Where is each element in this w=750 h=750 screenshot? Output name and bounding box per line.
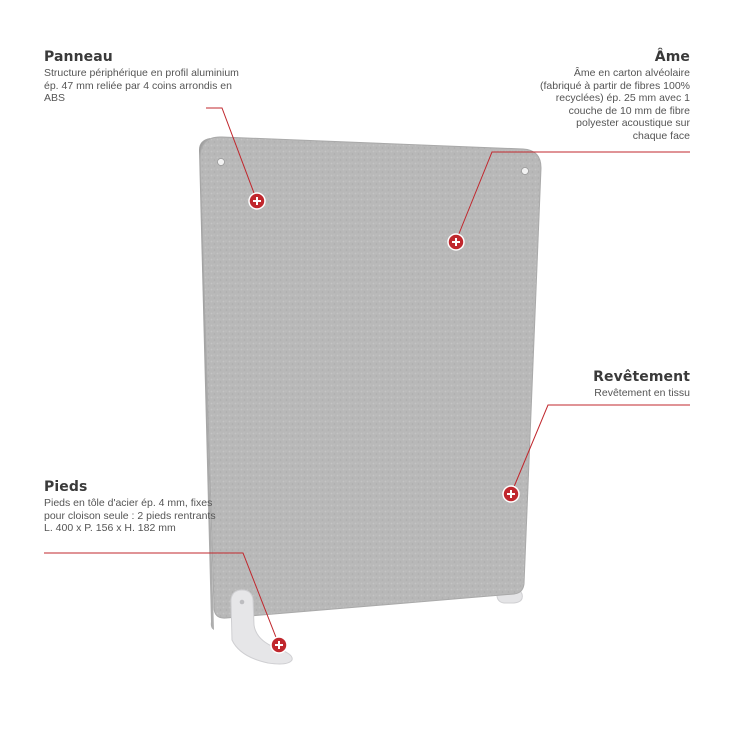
label-panneau-title: Panneau	[44, 49, 113, 65]
hotspot-pieds[interactable]	[271, 637, 287, 653]
label-revetement-text: Revêtement en tissu	[594, 387, 690, 399]
label-revetement	[530, 369, 690, 400]
label-ame	[540, 49, 690, 143]
panel-face	[200, 137, 541, 618]
hotspot-panneau[interactable]	[249, 193, 265, 209]
hotspot-ame[interactable]	[448, 234, 464, 250]
label-pieds-text: Pieds en tôle d'acier ép. 4 mm, fixes pour cloison seule : 2 pieds rentrants L. 400 x P. 156 x H. 182 mm	[44, 497, 216, 535]
hotspot-revetement[interactable]	[503, 486, 519, 502]
leader-revetement	[511, 405, 690, 494]
label-pieds-title: Pieds	[44, 479, 88, 495]
label-ame-title: Âme	[654, 49, 690, 65]
label-pieds	[44, 479, 224, 535]
label-panneau-text: Structure périphérique en profil aluminium ép. 47 mm reliée par 4 coins arrondis en ABS	[44, 67, 239, 105]
label-panneau	[44, 49, 244, 105]
screw-top-left	[218, 159, 225, 166]
label-ame-text: Âme en carton alvéolaire (fabriqué à partir de fibres 100% recyclées) ép. 25 mm avec 1 couche de 10 mm de fibre polyester acoustique sur chaque face	[540, 67, 690, 142]
label-revetement-title: Revêtement	[593, 369, 690, 385]
screw-top-right	[522, 168, 529, 175]
